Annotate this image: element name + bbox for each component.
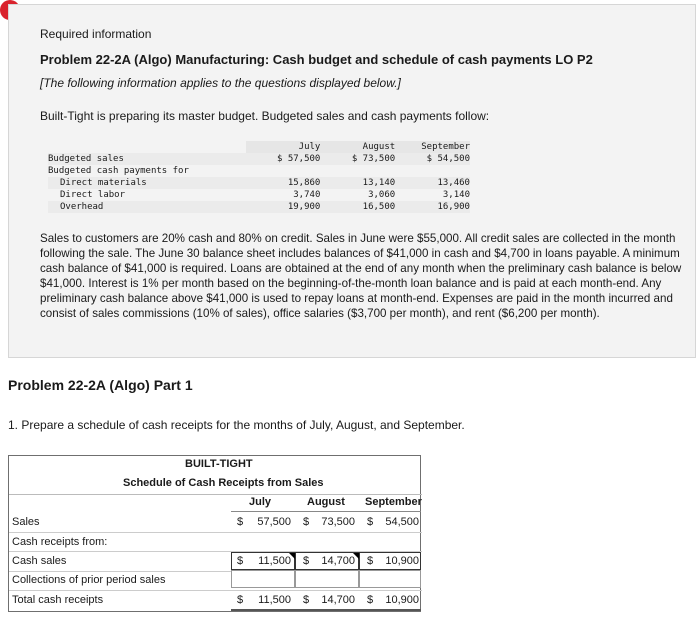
- cash-sales-september: 10,900: [385, 555, 419, 567]
- budget-row: [48, 165, 470, 177]
- col-header-august: August: [307, 496, 345, 508]
- budget-col-header: September: [395, 141, 470, 153]
- budget-table: [48, 141, 470, 213]
- currency-symbol: $: [367, 594, 374, 606]
- budget-row-label: Overhead: [60, 202, 104, 212]
- budget-header-row: [48, 141, 470, 153]
- row-label-sales: Sales: [12, 516, 40, 528]
- problem-description: Sales to customers are 20% cash and 80% on credit. Sales in June were $55,000. All credit sales are collected in the month following the sale. The June 30 balance sheet includes balances of $41,000 in cash and $4,700 in loans payable. A minimum cash balance of $41,000 is required. Loans are obtained at the end of any month when the preliminary cash balance is below $41,000. Interest is 1% per month based on the beginning-of-the-month loan balance and is paid at each month-end. Any preliminary cash balance above $41,000 is used to repay loans at month-end. Expenses are paid in the month incurred and consist of sales commissions (10% of sales), office salaries ($3,700 per month), and rent ($6,200 per month).: [40, 232, 682, 320]
- budget-row: [48, 189, 470, 201]
- schedule-company: BUILT-TIGHT: [185, 458, 253, 470]
- currency-symbol: $: [367, 516, 374, 528]
- budget-cell: $ 73,500: [351, 154, 396, 164]
- row-label-total: Total cash receipts: [12, 594, 104, 606]
- budget-cell: $ 54,500: [426, 154, 471, 164]
- budget-col-header: July: [246, 141, 321, 153]
- budget-row: [48, 153, 470, 165]
- budget-cell: 3,740: [293, 190, 321, 200]
- total-july: 11,500: [258, 594, 291, 606]
- collections-july-input[interactable]: [231, 570, 295, 588]
- row-label-cash-sales: Cash sales: [12, 555, 67, 567]
- required-information-heading: Required information: [40, 27, 152, 41]
- budget-cell: 16,900: [437, 202, 470, 212]
- sales-september: 54,500: [385, 516, 419, 528]
- budget-cell: 3,140: [442, 190, 470, 200]
- budget-cell: 13,460: [437, 178, 470, 188]
- intro-text: Built-Tight is preparing its master budget. Budgeted sales and cash payments follow:: [40, 109, 490, 123]
- currency-symbol: $: [303, 555, 310, 567]
- collections-september-input[interactable]: [359, 570, 421, 588]
- sales-august: 73,500: [321, 516, 355, 528]
- currency-symbol: $: [237, 594, 244, 606]
- col-header-july: July: [249, 496, 272, 508]
- budget-row-label: Direct materials: [60, 178, 147, 188]
- part-title: Problem 22-2A (Algo) Part 1: [8, 377, 193, 393]
- budget-row-label: Budgeted cash payments for: [48, 166, 189, 176]
- currency-symbol: $: [237, 516, 244, 528]
- info-note: [The following information applies to the questions displayed below.]: [40, 76, 401, 90]
- currency-symbol: $: [237, 555, 244, 567]
- sales-july: 57,500: [257, 516, 291, 528]
- problem-title: Problem 22-2A (Algo) Manufacturing: Cash budget and schedule of cash payments LO P2: [40, 52, 593, 67]
- budget-cell: $ 57,500: [277, 154, 321, 164]
- cash-sales-august: 14,700: [321, 555, 355, 567]
- budget-cell: 3,060: [368, 190, 396, 200]
- cash-sales-july: 11,500: [258, 555, 291, 567]
- budget-cell: 15,860: [287, 178, 321, 188]
- row-label-collections: Collections of prior period sales: [12, 574, 166, 586]
- question-text: 1. Prepare a schedule of cash receipts for the months of July, August, and September.: [8, 418, 465, 432]
- schedule-title: Schedule of Cash Receipts from Sales: [123, 477, 324, 489]
- budget-col-header: August: [320, 141, 395, 153]
- currency-symbol: $: [303, 594, 310, 606]
- budget-row: [48, 201, 470, 213]
- total-september: 10,900: [385, 594, 419, 606]
- collections-august-input[interactable]: [295, 570, 359, 588]
- currency-symbol: $: [367, 555, 374, 567]
- budget-cell: 16,500: [362, 202, 396, 212]
- budget-row: [48, 177, 470, 189]
- col-header-september: September: [365, 496, 422, 508]
- currency-symbol: $: [303, 516, 310, 528]
- total-august: 14,700: [321, 594, 355, 606]
- receipts-from-label: Cash receipts from:: [12, 536, 108, 548]
- budget-cell: 19,900: [287, 202, 321, 212]
- budget-cell: 13,140: [362, 178, 396, 188]
- cash-receipts-schedule: [8, 455, 421, 612]
- budget-row-label: Budgeted sales: [48, 154, 124, 164]
- budget-row-label: Direct labor: [60, 190, 126, 200]
